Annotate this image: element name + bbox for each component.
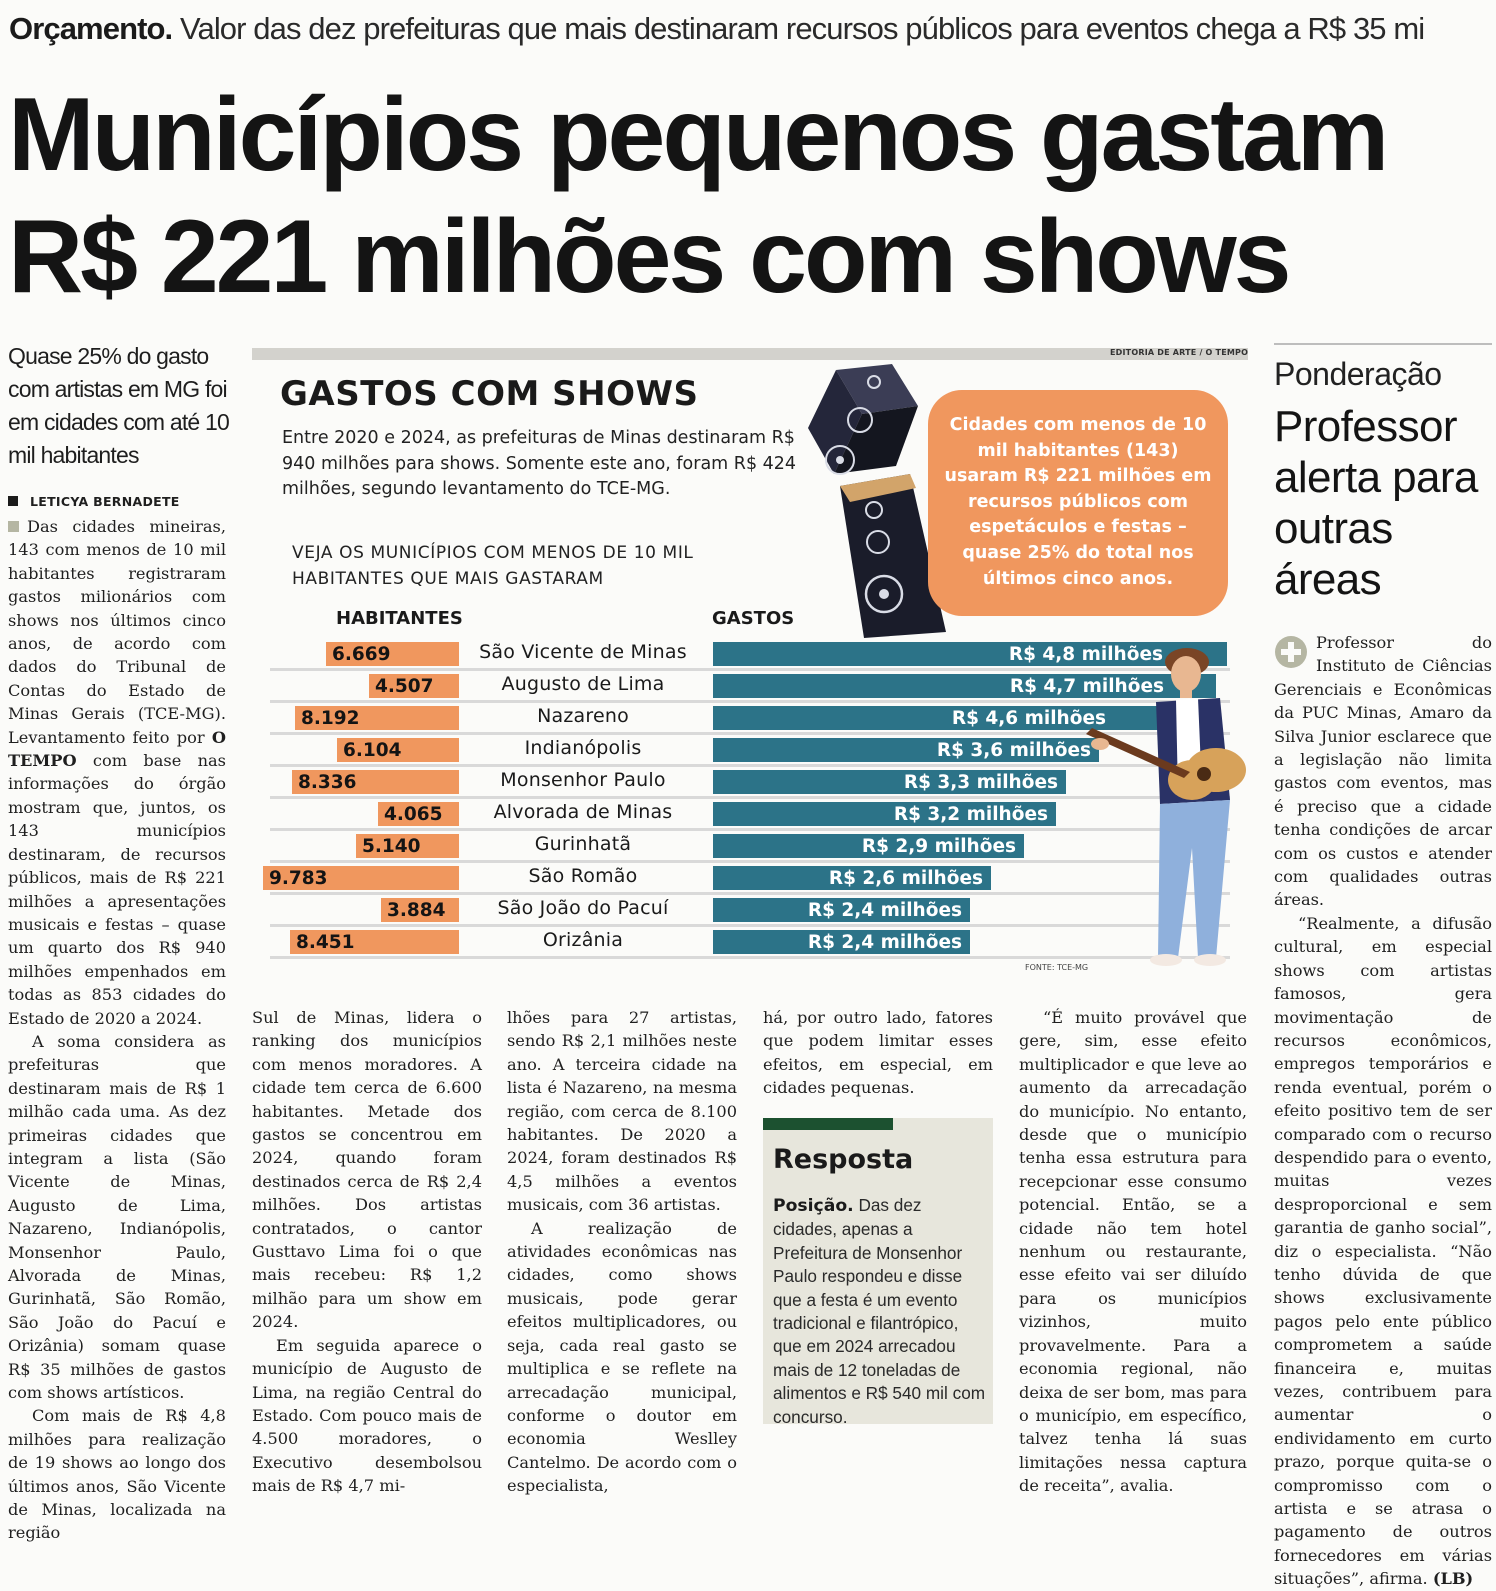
gastos-label: R$ 4,8 milhões <box>1008 644 1163 665</box>
sidebar-rule <box>1274 343 1492 345</box>
kicker-label: Orçamento. <box>9 11 173 46</box>
byline-square-icon <box>8 496 18 506</box>
habitantes-bar <box>263 866 459 890</box>
byline <box>8 492 226 512</box>
gastos-bar <box>713 834 1024 858</box>
gastos-label: R$ 4,6 milhões <box>951 708 1106 729</box>
article-text: com base nas informações do órgão mostram que, juntos, os 143 municípios destinaram, de recursos públicos, mais de R$ 221 milhões a apresentações musicais e festas – quase um quarto dos R$ 940 milhões empenhados em todas as 853 cidades do Estado de 2020 a 2024. <box>8 751 226 1028</box>
paragraph-marker-icon <box>8 521 19 532</box>
headline-line-1: Municípios pequenos gastam <box>8 77 1387 193</box>
graphic-subtitle: VEJA OS MUNICÍPIOS COM MENOS DE 10 MIL HABITANTES QUE MAIS GASTARAM <box>292 543 694 589</box>
city-label: Monsenhor Paulo <box>500 769 666 791</box>
habitantes-label: 9.783 <box>269 868 328 889</box>
habitantes-bar <box>295 706 459 730</box>
city-label: Alvorada de Minas <box>493 801 673 823</box>
gastos-bar <box>713 770 1066 794</box>
gastos-bar <box>713 738 1099 762</box>
gastos-bar <box>713 866 991 890</box>
sidebar-paragraph <box>1274 912 1492 1591</box>
kicker <box>9 8 1424 50</box>
article-paragraph: A soma considera as prefeituras que destinaram mais de R$ 1 milhão cada uma. As dez primeiras cidades que integram a lista (São Vicente de Minas, Augusto de Lima, Nazareno, Indianópolis, Monsenhor Paulo, Alvorada de Minas, Gurinhatã, São Romão, São João do Pacuí e Orizânia) somam quase R$ 35 milhões de gastos com shows artísticos. <box>8 1031 226 1403</box>
plus-circle-icon <box>1274 635 1308 669</box>
gastos-bar <box>713 898 970 922</box>
response-box-title: Resposta <box>773 1144 914 1175</box>
sidebar-column <box>1274 631 1492 1591</box>
gastos-bar <box>713 802 1056 826</box>
habitantes-label: 5.140 <box>362 836 421 857</box>
city-label: Gurinhatã <box>534 833 632 855</box>
city-label: São Vicente de Minas <box>479 641 687 663</box>
article-text: Das cidades mineiras, 143 com menos de 10 mil habitantes registraram gastos milionários com shows nos últimos cinco anos, de acordo com dados do Tribunal de Contas do Estado de Minas Gerais (TCE-MG). Levantamento feito por <box>8 517 226 747</box>
article-paragraph: Em seguida aparece o município de Augusto de Lima, na região Central do Estado. Com pouco mais de 4.500 moradores, o Executivo desembolsou mais de R$ 4,7 mi- <box>252 1335 482 1496</box>
article-paragraph: A realização de atividades econômicas nas cidades, como shows musicais, pode gerar efeitos multiplicadores, ou seja, cada real gasto se multiplica e se reflete na arrecadação municipal, conforme o doutor em economia Weslley Cantelmo. De acordo com o especialista, <box>507 1218 737 1496</box>
headline <box>8 74 1386 318</box>
habitantes-bar <box>326 642 459 666</box>
habitantes-label: 4.507 <box>375 676 434 697</box>
sidebar-text: “Realmente, a difusão cultural, em especial shows com artistas famosos, gera movimentação de recursos econômicos, empregos temporários e renda eventual, porém o efeito positivo tem de ser comparado com o recurso despendido para o evento, muitas vezes desproporcional e sem garantia de ganho social”, diz o especialista. “Não tenho dúvida de que shows exclusivamente pagos pelo ente público comprometem a saúde financeira e, muitas vezes, contribuem para aumentar o endividamento em curto prazo, porque quita-se o compromisso com o artista e se atrasa o pagamento de outros fornecedores em várias situações”, afirma. <box>1274 913 1492 1589</box>
graphic-title: GASTOS COM SHOWS <box>280 374 699 414</box>
gastos-label: R$ 2,4 milhões <box>807 932 962 953</box>
article-paragraph: Com mais de R$ 4,8 milhões para realização de 19 shows ao longo dos últimos anos, São Vicente de Minas, localizada na região <box>8 1406 226 1543</box>
sidebar-paragraph <box>1274 631 1492 912</box>
graphic-intro: Entre 2020 e 2024, as prefeituras de Minas destinaram R$ 940 milhões para shows. Somente este ano, foram R$ 424 milhões, segundo levantamento do TCE-MG. <box>282 428 797 499</box>
city-label: Nazareno <box>537 705 629 727</box>
gastos-label: R$ 2,9 milhões <box>861 836 1016 857</box>
graphic-callout: Cidades com menos de 10 mil habitantes (143) usaram R$ 221 milhões em recursos públicos com espetáculos e festas – quase 25% do total nos últimos cinco anos. <box>928 390 1228 616</box>
response-box-body: Das dez cidades, apenas a Prefeitura de Monsenhor Paulo respondeu e disse que a festa é um evento tradicional e filantrópico, que em 2024 arrecadou mais de 12 toneladas de alimentos e R$ 540 mil com concurso. <box>773 1195 986 1427</box>
gastos-label: R$ 3,6 milhões <box>936 740 1091 761</box>
article-paragraph: lhões para 27 artistas, sendo R$ 2,1 milhões neste ano. A terceira cidade na lista é Nazareno, na mesma região, com cerca de 8.100 habitantes. De 2020 a 2024, foram destinados R$ 4,5 milhões a eventos musicais, com 36 artistas. <box>507 1008 737 1215</box>
article-column-4 <box>763 1006 993 1100</box>
habitantes-label: 8.451 <box>296 932 355 953</box>
habitantes-bar <box>369 674 459 698</box>
habitantes-header: HABITANTES <box>336 608 463 629</box>
article-column-2 <box>252 1006 482 1498</box>
article-column-1 <box>8 492 226 1545</box>
gastos-label: R$ 2,4 milhões <box>807 900 962 921</box>
graphic-top-bar <box>252 348 1248 360</box>
article-column-3 <box>507 1006 737 1498</box>
habitantes-bar <box>292 770 459 794</box>
response-box-text <box>773 1194 989 1429</box>
habitantes-label: 6.104 <box>343 740 402 761</box>
article-paragraph <box>8 515 226 1030</box>
sidebar-title: Professor alerta para outras áreas <box>1274 402 1478 604</box>
habitantes-bar <box>290 930 459 954</box>
byline-name: LETICYA BERNADETE <box>30 494 180 509</box>
graphic-credit: EDITORIA DE ARTE / O TEMPO <box>1110 348 1249 357</box>
gastos-label: R$ 2,6 milhões <box>828 868 983 889</box>
city-label: Indianópolis <box>524 737 642 759</box>
sidebar-kicker: Ponderação <box>1274 356 1442 392</box>
habitantes-bar <box>356 834 459 858</box>
gastos-bar <box>713 930 970 954</box>
gastos-header: GASTOS <box>712 608 795 629</box>
habitantes-bar <box>337 738 459 762</box>
habitantes-label: 6.669 <box>332 644 391 665</box>
city-label: São João do Pacuí <box>497 897 669 919</box>
habitantes-label: 8.336 <box>298 772 357 793</box>
response-box-accent <box>763 1118 893 1130</box>
article-paragraph: Sul de Minas, lidera o ranking dos municípios com menos moradores. A cidade tem cerca de 6.600 habitantes. Metade dos gastos se concentrou em 2024, quando foram destinados cerca de R$ 2,4 milhões. Dos artistas contratados, o cantor Gusttavo Lima foi o que mais recebeu: R$ 1,2 milhão para um show em 2024. <box>252 1008 482 1332</box>
habitantes-bar <box>381 898 459 922</box>
habitantes-label: 4.065 <box>384 804 443 825</box>
habitantes-label: 3.884 <box>387 900 446 921</box>
subheadline: Quase 25% do gasto com artistas em MG foi em cidades com até 10 mil habitantes <box>8 343 229 468</box>
article-column-5 <box>1019 1006 1247 1498</box>
guitarist-icon <box>1080 640 1250 970</box>
city-label: São Romão <box>528 865 638 887</box>
graphic-source: FONTE: TCE-MG <box>1025 963 1089 972</box>
article-paragraph: “É muito provável que gere, sim, esse efeito multiplicador e que leve ao aumento da arrecadação do município. No entanto, desde que o município tenha essa estrutura para recepcionar esse consumo potencial. Então, se a cidade não tem hotel nenhum ou restaurante, esse efeito vai ser diluído para os municípios vizinhos, muito provavelmente. Para a economia regional, não deixa de ser bom, mas para o município, em específico, talvez tenha lá suas limitações nessa captura de receita”, avalia. <box>1019 1008 1247 1496</box>
sidebar-sign: (LB) <box>1432 1569 1474 1589</box>
gastos-label: R$ 3,3 milhões <box>903 772 1058 793</box>
response-box-lead: Posição. <box>773 1196 854 1216</box>
gastos-label: R$ 3,2 milhões <box>893 804 1048 825</box>
article-paragraph: há, por outro lado, fatores que podem limitar esses efeitos, em especial, em cidades pequenas. <box>763 1008 993 1098</box>
city-label: Augusto de Lima <box>501 673 665 695</box>
sidebar-text: Professor do Instituto de Ciências Gerenciais e Econômicas da PUC Minas, Amaro da Silva Junior esclarece que a legislação não limita gastos com eventos, mas é preciso que a cidade tenha condições de arcar com os custos e atender com qualidades outras áreas. <box>1274 633 1492 910</box>
gastos-label: R$ 4,7 milhões <box>1009 676 1164 697</box>
city-label: Orizânia <box>542 929 624 951</box>
newspaper-name: O TEMPO <box>8 727 226 771</box>
habitantes-label: 8.192 <box>301 708 360 729</box>
headline-line-2: R$ 221 milhões com shows <box>8 199 1289 315</box>
kicker-text: Valor das dez prefeituras que mais destinaram recursos públicos para eventos chega a R$ 35 mi <box>180 11 1425 46</box>
habitantes-bar <box>378 802 459 826</box>
